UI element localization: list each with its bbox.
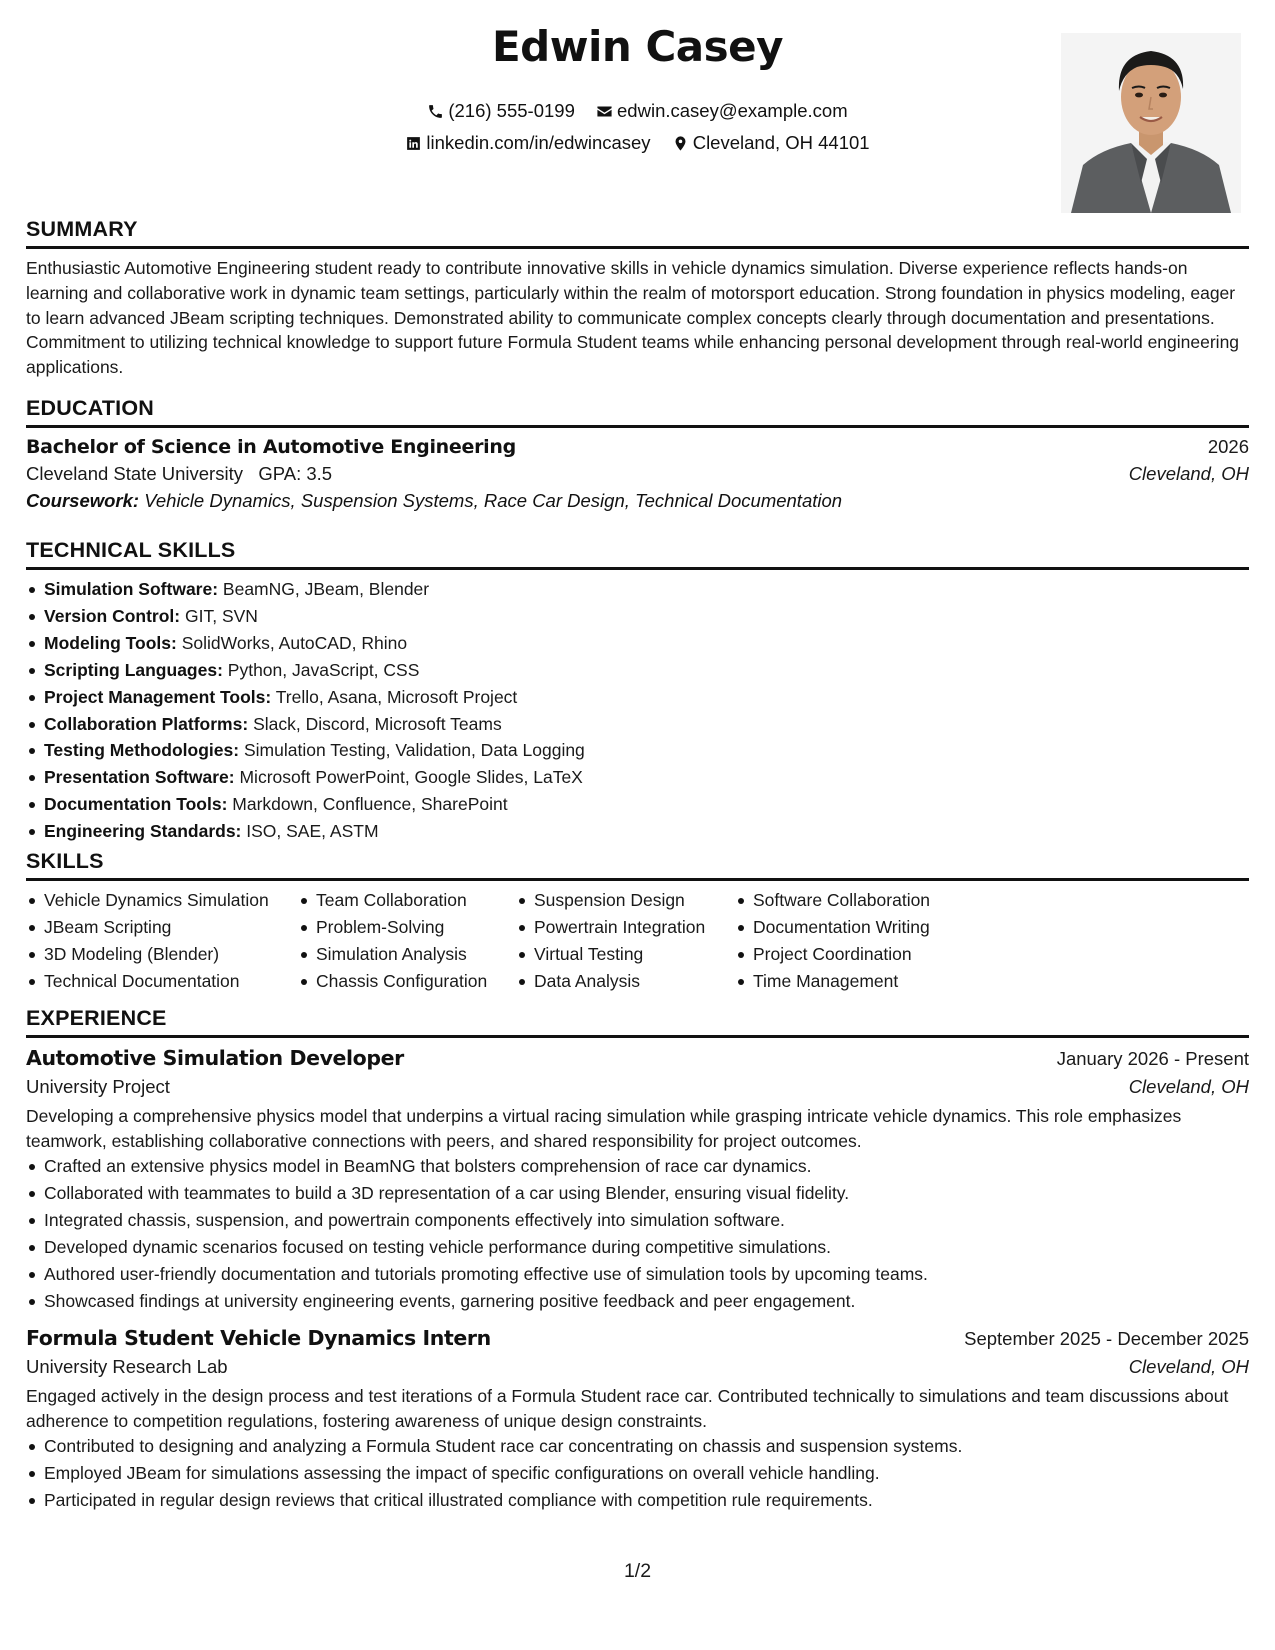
technical-skill-label: Engineering Standards: bbox=[44, 821, 242, 842]
candidate-name: Edwin Casey bbox=[491, 22, 783, 71]
technical-skill-value: Microsoft PowerPoint, Google Slides, LaTeX bbox=[239, 767, 583, 788]
coursework-line bbox=[26, 490, 1249, 512]
education-heading: EDUCATION bbox=[26, 395, 1249, 428]
degree-title: Bachelor of Science in Automotive Engineering bbox=[26, 436, 516, 458]
technical-skill-item bbox=[26, 791, 1249, 818]
education-section bbox=[26, 395, 1249, 512]
technical-skill-item bbox=[26, 737, 1249, 764]
technical-skill-value: GIT, SVN bbox=[185, 605, 258, 626]
technical-skill-value: Simulation Testing, Validation, Data Logging bbox=[243, 740, 585, 761]
map-pin-icon bbox=[672, 135, 689, 152]
job-location: Cleveland, OH bbox=[1128, 1076, 1249, 1097]
technical-skills-section bbox=[26, 537, 1249, 845]
coursework-list: Vehicle Dynamics, Suspension Systems, Race Car Design, Technical Documentation bbox=[144, 490, 843, 511]
technical-skill-label: Documentation Tools: bbox=[44, 794, 228, 815]
skill-item: Suspension Design bbox=[516, 887, 735, 914]
job-description: Engaged actively in the design process and test iterations of a Formula Student race car. Contributed technically to simulations and team discussions about adherence to competition regulations, fostering awareness of unique design constraints. bbox=[26, 1386, 1229, 1431]
profile-photo-illustration bbox=[1061, 33, 1241, 213]
skill-item: Documentation Writing bbox=[735, 914, 995, 941]
skill-item: 3D Modeling (Blender) bbox=[26, 941, 298, 968]
job-bullet: Contributed to designing and analyzing a Formula Student race car concentrating on chassis and suspension systems. bbox=[26, 1433, 1249, 1460]
page-number: 1/2 bbox=[623, 1560, 652, 1582]
job-bullet: Developed dynamic scenarios focused on testing vehicle performance during competitive simulations. bbox=[26, 1234, 1249, 1261]
technical-skill-label: Version Control: bbox=[44, 605, 181, 626]
skill-item: Team Collaboration bbox=[298, 887, 516, 914]
skills-column bbox=[516, 887, 735, 995]
job-bullet: Crafted an extensive physics model in BeamNG that bolsters comprehension of race car dynamics. bbox=[26, 1153, 1249, 1180]
job-description: Developing a comprehensive physics model that underpins a virtual racing simulation while grasping intricate vehicle dynamics. This role emphasizes teamwork, establishing collaborative connections with peers, and shared responsibility for project outcomes. bbox=[26, 1106, 1182, 1151]
skills-column bbox=[26, 887, 298, 995]
job-entry bbox=[26, 1046, 1249, 1314]
location-contact bbox=[672, 132, 870, 154]
job-bullet: Employed JBeam for simulations assessing the impact of specific configurations on overall vehicle handling. bbox=[26, 1460, 1249, 1487]
job-organization: University Project bbox=[26, 1076, 170, 1097]
job-entry bbox=[26, 1326, 1249, 1514]
skill-item: Project Coordination bbox=[735, 941, 995, 968]
envelope-icon bbox=[596, 103, 613, 120]
technical-skill-item bbox=[26, 657, 1249, 684]
summary-section bbox=[26, 216, 1249, 380]
experience-section bbox=[26, 1005, 1249, 1514]
profile-photo bbox=[1061, 33, 1241, 213]
job-org-row bbox=[26, 1076, 1249, 1098]
skills-grid bbox=[26, 887, 1249, 995]
technical-skill-value: Python, JavaScript, CSS bbox=[227, 659, 420, 680]
job-bullet: Integrated chassis, suspension, and powertrain components effectively into simulation software. bbox=[26, 1207, 1249, 1234]
skills-column bbox=[298, 887, 516, 995]
skills-section bbox=[26, 848, 1249, 995]
skill-item: Simulation Analysis bbox=[298, 941, 516, 968]
school-location: Cleveland, OH bbox=[1128, 463, 1249, 484]
technical-skill-label: Scripting Languages: bbox=[44, 659, 223, 680]
graduation-year: 2026 bbox=[1207, 436, 1249, 457]
degree-row bbox=[26, 436, 1249, 458]
job-organization: University Research Lab bbox=[26, 1356, 228, 1378]
technical-skill-value: Markdown, Confluence, SharePoint bbox=[232, 794, 508, 815]
job-bullets bbox=[26, 1153, 1249, 1314]
technical-skill-label: Presentation Software: bbox=[44, 767, 235, 788]
resume-header bbox=[26, 22, 1249, 182]
technical-skill-item bbox=[26, 684, 1249, 711]
technical-skills-heading: TECHNICAL SKILLS bbox=[26, 537, 1249, 570]
school-info bbox=[26, 463, 332, 485]
email-text[interactable]: edwin.casey@example.com bbox=[617, 100, 848, 121]
technical-skill-label: Simulation Software: bbox=[44, 579, 219, 599]
technical-skill-item bbox=[26, 603, 1249, 630]
skill-item: Vehicle Dynamics Simulation bbox=[26, 887, 298, 914]
job-title: Formula Student Vehicle Dynamics Intern bbox=[26, 1326, 491, 1351]
technical-skill-item bbox=[26, 818, 1249, 845]
job-bullet: Participated in regular design reviews that critical illustrated compliance with competition rule requirements. bbox=[26, 1487, 1249, 1514]
technical-skill-value: SolidWorks, AutoCAD, Rhino bbox=[181, 632, 408, 653]
experience-heading: EXPERIENCE bbox=[26, 1005, 1249, 1038]
job-dates: January 2026 - Present bbox=[1056, 1048, 1249, 1069]
technical-skill-label: Collaboration Platforms: bbox=[44, 713, 249, 734]
school-name: Cleveland State University bbox=[26, 463, 243, 484]
skill-item: Problem-Solving bbox=[298, 914, 516, 941]
technical-skills-list bbox=[26, 576, 1249, 845]
technical-skill-value: Trello, Asana, Microsoft Project bbox=[275, 686, 518, 707]
gpa: GPA: 3.5 bbox=[258, 463, 333, 484]
skill-item: Time Management bbox=[735, 968, 995, 995]
linkedin-contact[interactable] bbox=[405, 132, 650, 154]
job-bullet: Collaborated with teammates to build a 3D representation of a car using Blender, ensuring visual fidelity. bbox=[26, 1180, 1249, 1207]
skills-column bbox=[735, 887, 995, 995]
job-bullet: Showcased findings at university engineering events, garnering positive feedback and peer engagement. bbox=[26, 1288, 1249, 1315]
skill-item: Chassis Configuration bbox=[298, 968, 516, 995]
resume-page bbox=[26, 0, 1249, 1650]
skill-item: JBeam Scripting bbox=[26, 914, 298, 941]
job-location: Cleveland, OH bbox=[1128, 1356, 1249, 1378]
job-header-row bbox=[26, 1326, 1249, 1350]
phone-contact bbox=[427, 100, 575, 122]
skill-item: Technical Documentation bbox=[26, 968, 298, 995]
technical-skill-value: Slack, Discord, Microsoft Teams bbox=[253, 713, 502, 734]
technical-skill-label: Modeling Tools: bbox=[44, 632, 177, 653]
coursework-label: Coursework: bbox=[26, 490, 140, 511]
school-row bbox=[26, 463, 1249, 485]
job-org-row bbox=[26, 1356, 1249, 1378]
skill-item: Powertrain Integration bbox=[516, 914, 735, 941]
skills-heading: SKILLS bbox=[26, 848, 1249, 881]
phone-icon bbox=[427, 103, 444, 120]
technical-skill-label: Project Management Tools: bbox=[44, 686, 272, 707]
location-text: Cleveland, OH 44101 bbox=[692, 132, 870, 153]
email-contact[interactable] bbox=[596, 100, 848, 122]
job-header-row bbox=[26, 1046, 1249, 1070]
summary-heading: SUMMARY bbox=[26, 216, 1249, 249]
technical-skill-value: BeamNG, JBeam, Blender bbox=[222, 579, 430, 599]
skill-item: Software Collaboration bbox=[735, 887, 995, 914]
job-title: Automotive Simulation Developer bbox=[26, 1046, 404, 1070]
technical-skill-item bbox=[26, 576, 1249, 603]
technical-skill-item bbox=[26, 764, 1249, 791]
skill-item: Data Analysis bbox=[516, 968, 735, 995]
linkedin-icon bbox=[405, 135, 422, 152]
technical-skill-item bbox=[26, 711, 1249, 738]
skill-item: Virtual Testing bbox=[516, 941, 735, 968]
technical-skill-label: Testing Methodologies: bbox=[44, 740, 240, 761]
job-bullet: Authored user-friendly documentation and tutorials promoting effective use of simulation tools by upcoming teams. bbox=[26, 1261, 1249, 1288]
summary-text: Enthusiastic Automotive Engineering student ready to contribute innovative skills in vehicle dynamics simulation. Diverse experience reflects hands-on learning and collaborative work in dynamic team settings, particularly within the realm of motorsport education. Strong foundation in physics modeling, eager to learn advanced JBeam scripting techniques. Demonstrated ability to communicate complex concepts clearly through documentation and presentations. Commitment to utilizing technical knowledge to support future Formula Student teams while enhancing personal development through real-world engineering applications. bbox=[26, 258, 1240, 378]
linkedin-text[interactable]: linkedin.com/in/edwincasey bbox=[426, 132, 651, 153]
technical-skill-item bbox=[26, 630, 1249, 657]
technical-skill-value: ISO, SAE, ASTM bbox=[246, 821, 379, 842]
job-bullets bbox=[26, 1433, 1249, 1514]
jobs-list bbox=[26, 1046, 1249, 1514]
job-dates: September 2025 - December 2025 bbox=[964, 1328, 1249, 1350]
phone-text: (216) 555-0199 bbox=[448, 100, 575, 121]
